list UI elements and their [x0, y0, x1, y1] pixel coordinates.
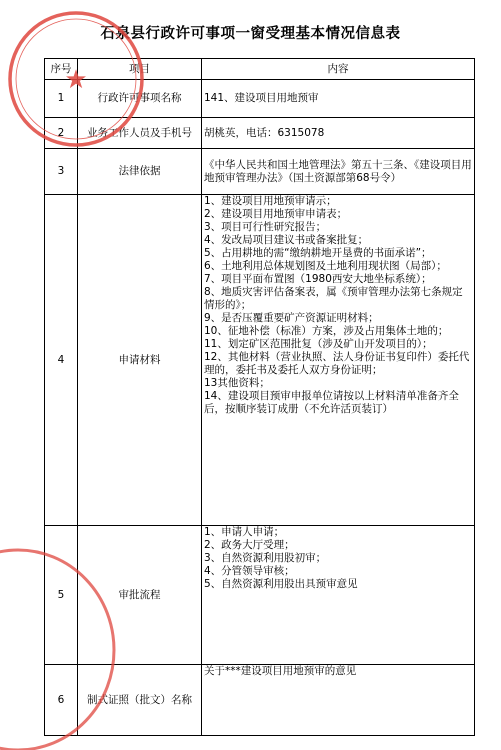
table-row	[45, 526, 475, 665]
header-item: 项目	[78, 59, 202, 80]
list-item: 12、其他材料（营业执照、法人身份证书复印件）委托代理的，委托书及委托人双方身份证明；	[204, 351, 470, 376]
table-row	[45, 149, 475, 195]
row-number: 2	[45, 118, 78, 149]
seal-center-star: ★	[64, 65, 88, 95]
row-number: 4	[45, 195, 78, 526]
list-item: 14、建设项目预审申报单位请按以上材料清单准备齐全后，按顺序装订成册（不允许活页装订）	[204, 390, 459, 415]
row-content: 《中华人民共和国土地管理法》第五十三条、《建设项目用地预审管理办法》（国土资源部第68号令）	[202, 149, 475, 195]
header-content: 内容	[202, 59, 475, 80]
list-item: 6、土地利用总体规划图及土地利用现状图（局部）；	[204, 260, 447, 272]
list-item: 4、发改局项目建议书或备案批复；	[204, 234, 369, 246]
list-item: 11、划定矿区范围批复（涉及矿山开发项目的）；	[204, 338, 433, 350]
row-number: 5	[45, 526, 78, 665]
row-content-list	[202, 526, 475, 665]
list-item: 3、项目可行性研究报告；	[204, 221, 327, 233]
list-item: 5、自然资源利用股出具预审意见	[204, 578, 358, 590]
list-item: 3、自然资源利用股初审；	[204, 552, 327, 564]
list-item: 1、申请人申请；	[204, 526, 285, 538]
table-row	[45, 80, 475, 118]
row-item: 业务工作人员及手机号	[78, 118, 202, 149]
table-row	[45, 118, 475, 149]
table-row	[45, 195, 475, 526]
header-no: 序号	[45, 59, 78, 80]
list-item: 5、占用耕地的需“缴纳耕地开垦费的书面承诺”；	[204, 247, 432, 259]
info-table	[44, 58, 475, 736]
row-content: 胡桃英，电话：6315078	[202, 118, 475, 149]
row-item: 审批流程	[78, 526, 202, 665]
list-item: 8、地质灾害评估备案表，属《预审管理办法第七条规定情形的》；	[204, 286, 463, 311]
list-item: 4、分管领导审核；	[204, 565, 295, 577]
list-item: 2、建设项目用地预审申请表；	[204, 208, 348, 220]
list-item: 13其他资料；	[204, 377, 270, 389]
row-content-list	[202, 195, 475, 526]
list-item: 10、征地补偿（标准）方案，涉及占用集体土地的；	[204, 325, 449, 337]
row-item: 申请材料	[78, 195, 202, 526]
list-item: 2、政务大厅受理；	[204, 539, 295, 551]
row-number: 6	[45, 665, 78, 736]
row-item: 制式证照（批文）名称	[78, 665, 202, 736]
row-number: 1	[45, 80, 78, 118]
row-item: 行政许可事项名称	[78, 80, 202, 118]
page-title: 石泉县行政许可事项一窗受理基本情况信息表	[100, 26, 401, 42]
list-item: 1、建设项目用地预审请示；	[204, 195, 337, 207]
list-item: 7、项目平面布置图（1980西安大地坐标系统）；	[204, 273, 432, 285]
table-row	[45, 665, 475, 736]
list-item: 9、是否压覆重要矿产资源证明材料；	[204, 312, 379, 324]
row-content: 141、建设项目用地预审	[202, 80, 475, 118]
table-header-row	[45, 59, 475, 80]
row-item: 法律依据	[78, 149, 202, 195]
row-number: 3	[45, 149, 78, 195]
row-content: 关于***建设项目用地预审的意见	[202, 665, 475, 736]
